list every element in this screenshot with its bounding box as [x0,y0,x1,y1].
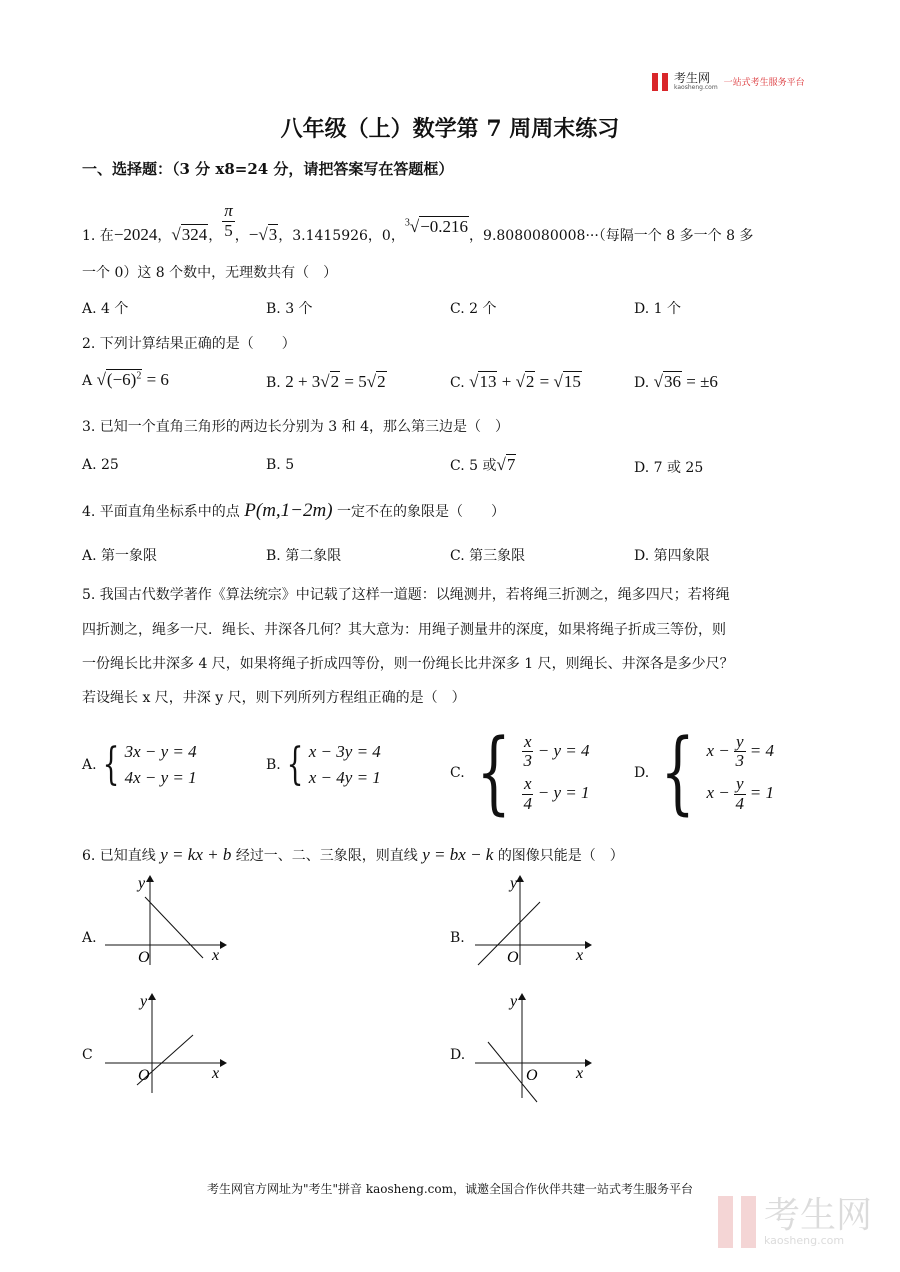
q4-option-d[interactable]: D. 第四象限 [634,548,710,564]
question-1: 1. 在 −2024 ， √324 ， $\frac{\pi}{5}$ ， −√3 ， 3.1415926，0， $^3$√−0.216 ，9.8080080008···（每隔一个 8 多一个 8 多 [82,201,754,245]
q6-graph-a[interactable] [100,870,230,970]
q6-graph-c[interactable] [100,988,230,1098]
q6-option-b-label[interactable]: B. [450,930,465,946]
equation: x − 3y = 4 [308,742,381,761]
equation: 3x − y = 4 [124,742,197,761]
equation: x − [706,783,734,803]
q2a-inner: (−6) [106,370,137,389]
q2-option-c[interactable]: C. √13 + √2 = √15 [450,372,581,391]
q5-line-3: 一份绳长比井深多 4 尺，如果将绳子折成四等份，则一份绳长比井深多 1 尺，则绳长、井深各是多少尺？ [82,656,734,672]
axis-y-label: y [140,993,148,1010]
q1-option-b[interactable]: B. 3 个 [266,301,313,317]
denominator: 4 [735,793,744,813]
q2b-root: 2 [330,372,340,391]
option-label: C. [450,765,465,781]
q2c-root3: 15 [563,372,581,391]
q6-text: 6. 已知直线 [82,848,156,864]
denominator: 3 [735,751,744,771]
origin-label: O [526,1067,538,1084]
q1-num: −2024 [113,225,158,245]
q2d-root: 36 [663,372,681,391]
q4-option-c[interactable]: C. 第三象限 [450,548,526,564]
equation: 4x − y = 1 [124,768,197,787]
q2d-rhs: = ±6 [681,372,718,391]
header-slogan: 一站式考生服务平台 [723,78,805,88]
q2a-rhs: = 6 [146,370,169,389]
q5-option-a[interactable] [82,739,197,790]
denominator: 3 [523,751,532,771]
origin-label: O [507,949,519,966]
q5-line-1: 5. 我国古代数学著作《算法统宗》中记载了这样一道题：以绳测井，若将绳三折测之，绳多四尺；若将绳 [82,587,730,603]
q2c-eq: = [535,372,554,391]
q6-text: 经过一、二、三象限，则直线 [235,848,418,864]
question-2: 2. 下列计算结果正确的是（ ） [82,336,296,352]
q3-option-d[interactable]: D. 7 或 25 [634,460,704,476]
q1-prefix: 1. 在 [82,228,114,245]
axis-y-label: y [510,875,518,892]
axis-y-label: y [138,875,146,892]
page-title: 八年级（上）数学第 7 周周末练习 [280,116,620,142]
q2-option-d[interactable]: D. √36 = ±6 [634,372,718,391]
numerator: y [735,774,744,793]
option-label: D. [634,765,650,781]
q1-cube-index: 3 [404,217,410,229]
axis-x-label: x [576,947,584,964]
origin-label: O [138,949,150,966]
q4-tail: 一定不在的象限是（ ） [337,504,505,520]
header-logo [652,72,805,91]
option-label: C. [450,375,465,391]
equation: = 4 [745,740,775,760]
q2a-exp: 2 [136,370,142,382]
q2b-root2: 2 [377,372,386,391]
q6-option-a-label[interactable]: A. [82,930,97,946]
q6-line2: y = bx − k [422,845,494,864]
q6-text: 的图像只能是（ ） [497,848,624,864]
q5-line-2: 四折测之，绳多一尺．绳长、井深各几何？其大意为：用绳子测量井的深度，如果将绳子折成三等份，则 [82,622,726,638]
question-4 [82,500,505,522]
q1-minus: − [248,225,259,245]
q2c-root2: 2 [525,372,535,391]
option-label: D. [634,375,650,391]
q1-sqrt3: 3 [268,225,278,245]
option-label: A [82,373,93,389]
equation: x − [706,740,734,760]
axis-x-label: x [212,1065,220,1082]
axis-y-label: y [510,993,518,1010]
q5-option-c[interactable] [450,720,590,825]
question-3: 3. 已知一个直角三角形的两边长分别为 3 和 4，那么第三边是（ ） [82,419,509,435]
q4-point: P(m,1−2m) [244,500,333,521]
logo-icon [652,73,668,91]
q5-option-b[interactable] [266,739,381,790]
q1-sqrt: 324 [181,225,208,245]
q3c-root: 7 [506,455,516,474]
q6-option-d-label[interactable]: D. [450,1047,466,1063]
equation: x − 4y = 1 [308,768,381,787]
equation: − y = 4 [533,740,590,760]
q3-option-c[interactable]: C. 5 或√7 [450,455,516,474]
q1-line2: 一个 0）这 8 个数中，无理数共有（ ） [82,265,338,281]
q5-option-d[interactable] [634,720,775,825]
q4-option-a[interactable]: A. 第一象限 [82,548,158,564]
q1-nums: 3.1415926，0， [292,228,405,245]
q1-cube: −0.216 [420,217,469,237]
q1-option-c[interactable]: C. 2 个 [450,301,497,317]
origin-label: O [138,1067,150,1084]
brace-icon: { [476,720,511,825]
q4-text: 4. 平面直角坐标系中的点 [82,504,240,520]
numerator: x [523,731,532,751]
q1-option-d[interactable]: D. 1 个 [634,301,681,317]
q1-tail: ，9.8080080008···（每隔一个 8 多一个 8 多 [469,228,754,245]
q5-line-4: 若设绳长 x 尺，井深 y 尺，则下列所列方程组正确的是（ ） [82,690,466,706]
equation: = 1 [745,783,775,803]
denominator: 4 [523,793,532,813]
q1-pi: π [224,201,233,220]
option-label: A. [82,757,97,773]
question-6 [82,845,624,865]
footer-text: 考生网官方网址为"考生"拼音 kaosheng.com，诚邀全国合作伙伴共建一站式考生服务平台 [206,1182,694,1196]
q1-five: 5 [224,220,233,240]
q6-graph-b[interactable] [470,870,600,970]
q1-option-a[interactable]: A. 4 个 [82,301,129,317]
q6-option-c-label[interactable]: C [82,1047,93,1063]
q3-option-b[interactable]: B. 5 [266,457,295,473]
watermark-text: 考生网 [764,1194,873,1236]
brace-icon: { [660,720,695,825]
equation: − y = 1 [533,783,590,803]
brace-icon: { [102,739,119,790]
numerator: y [735,731,744,751]
logo-text: 考生网 [674,71,711,85]
numerator: x [523,774,532,793]
q4-option-b[interactable]: B. 第二象限 [266,548,342,564]
q2b-expr: 2 + 3 [285,372,321,391]
q2-option-b[interactable]: B. 2 + 3√2 = 5√2 [266,372,386,391]
option-label: B. [266,757,281,773]
option-text: C. 5 或 [450,458,497,474]
watermark-logo-icon [718,1196,756,1248]
q6-graph-d[interactable] [470,988,600,1103]
q2c-root1: 13 [479,372,497,391]
brace-icon: { [286,739,304,790]
section-heading: 一、选择题：（3 分 x8=24 分，请把答案写在答题框） [82,160,454,178]
graph-line [145,897,203,958]
logo-sub: kaosheng.com [674,84,718,91]
q3-option-a[interactable]: A. 25 [82,457,119,473]
q2c-plus: + [497,372,516,391]
q2b-eq: = 5 [340,372,367,391]
axis-x-label: x [576,1065,584,1082]
option-label: B. [266,375,281,391]
watermark-sub: kaosheng.com [764,1233,845,1247]
q2-option-a[interactable]: A $√(-6)^2 = 6$ [82,370,169,389]
axis-x-label: x [212,947,220,964]
watermark [718,1196,872,1248]
q6-line1: y = kx + b [160,845,232,864]
